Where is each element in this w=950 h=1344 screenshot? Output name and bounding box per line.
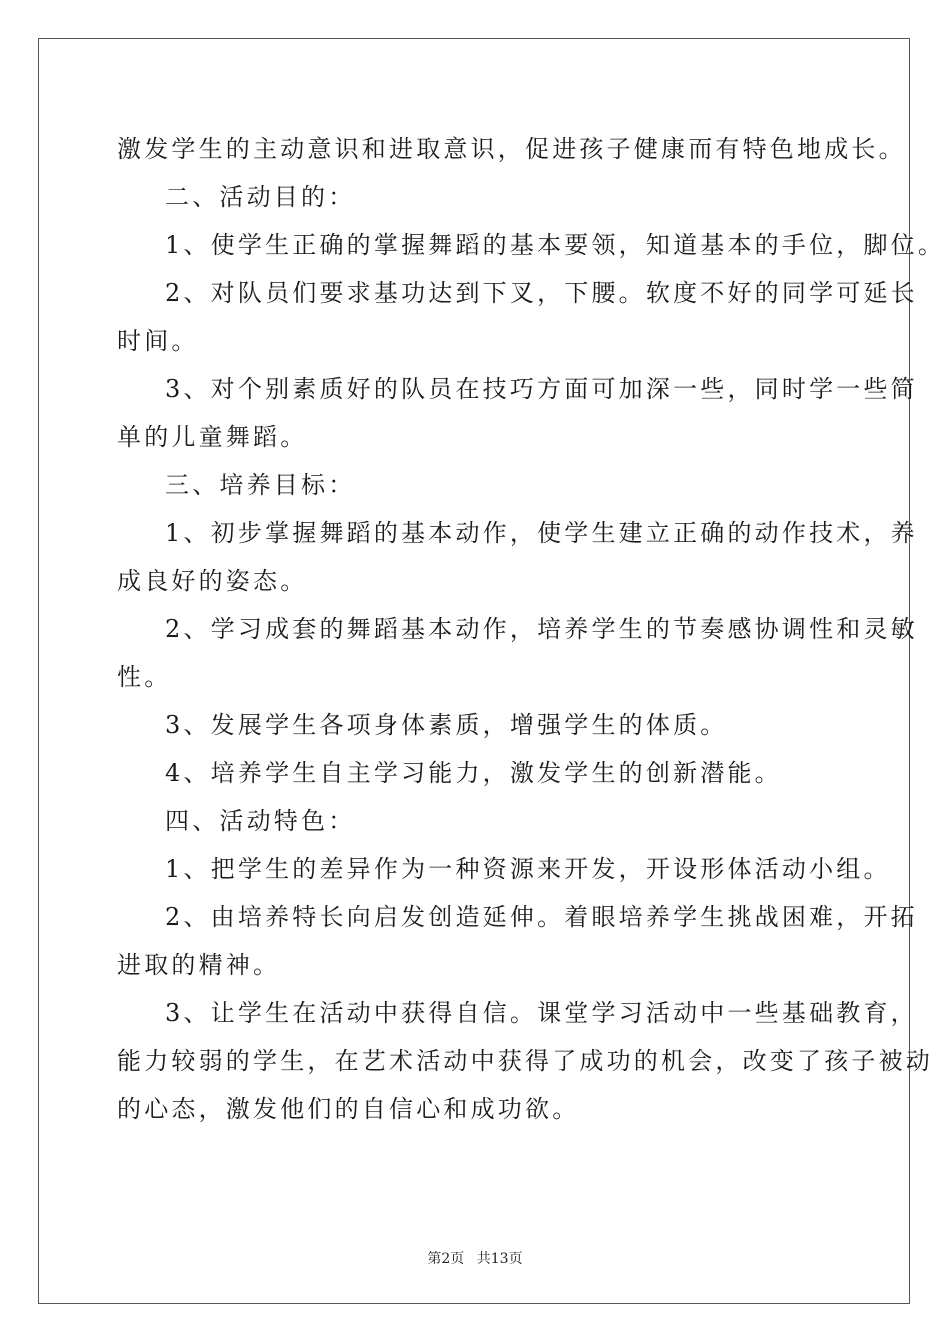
paragraph-line: 成良好的姿态。 [117,567,308,595]
paragraph-line: 2、由培养特长向启发创造延伸。着眼培养学生挑战困难，开拓 [165,903,918,931]
page-footer [0,1248,950,1268]
paragraph-line: 进取的精神。 [117,951,281,979]
paragraph-line: 2、对队员们要求基功达到下叉，下腰。软度不好的同学可延长 [165,279,918,307]
paragraph-line: 能力较弱的学生，在艺术活动中获得了成功的机会，改变了孩子被动 [117,1047,933,1075]
document-body [117,125,946,1133]
page-number: 第2页 [427,1251,465,1267]
paragraph-line: 时间。 [117,327,199,355]
paragraph-line: 3、发展学生各项身体素质，增强学生的体质。 [165,711,728,739]
paragraph-line: 3、让学生在活动中获得自信。课堂学习活动中一些基础教育， [165,999,918,1027]
paragraph-line: 3、对个别素质好的队员在技巧方面可加深一些，同时学一些简 [165,375,918,403]
paragraph-line: 1、使学生正确的掌握舞蹈的基本要领，知道基本的手位，脚位。 [165,231,946,259]
paragraph-line: 激发学生的主动意识和进取意识，促进孩子健康而有特色地成长。 [117,135,906,163]
section-heading-activity-features: 四、活动特色： [165,807,356,835]
paragraph-line: 性。 [117,663,172,691]
section-heading-training-goals: 三、培养目标： [165,471,356,499]
paragraph-line: 2、学习成套的舞蹈基本动作，培养学生的节奏感协调性和灵敏 [165,615,918,643]
page-total: 共13页 [476,1251,523,1267]
paragraph-line: 1、初步掌握舞蹈的基本动作，使学生建立正确的动作技术，养 [165,519,918,547]
paragraph-line: 单的儿童舞蹈。 [117,423,308,451]
paragraph-line: 的心态，激发他们的自信心和成功欲。 [117,1095,580,1123]
paragraph-line: 1、把学生的差异作为一种资源来开发，开设形体活动小组。 [165,855,891,883]
paragraph-line: 4、培养学生自主学习能力，激发学生的创新潜能。 [165,759,782,787]
section-heading-activity-goals: 二、活动目的： [165,183,356,211]
